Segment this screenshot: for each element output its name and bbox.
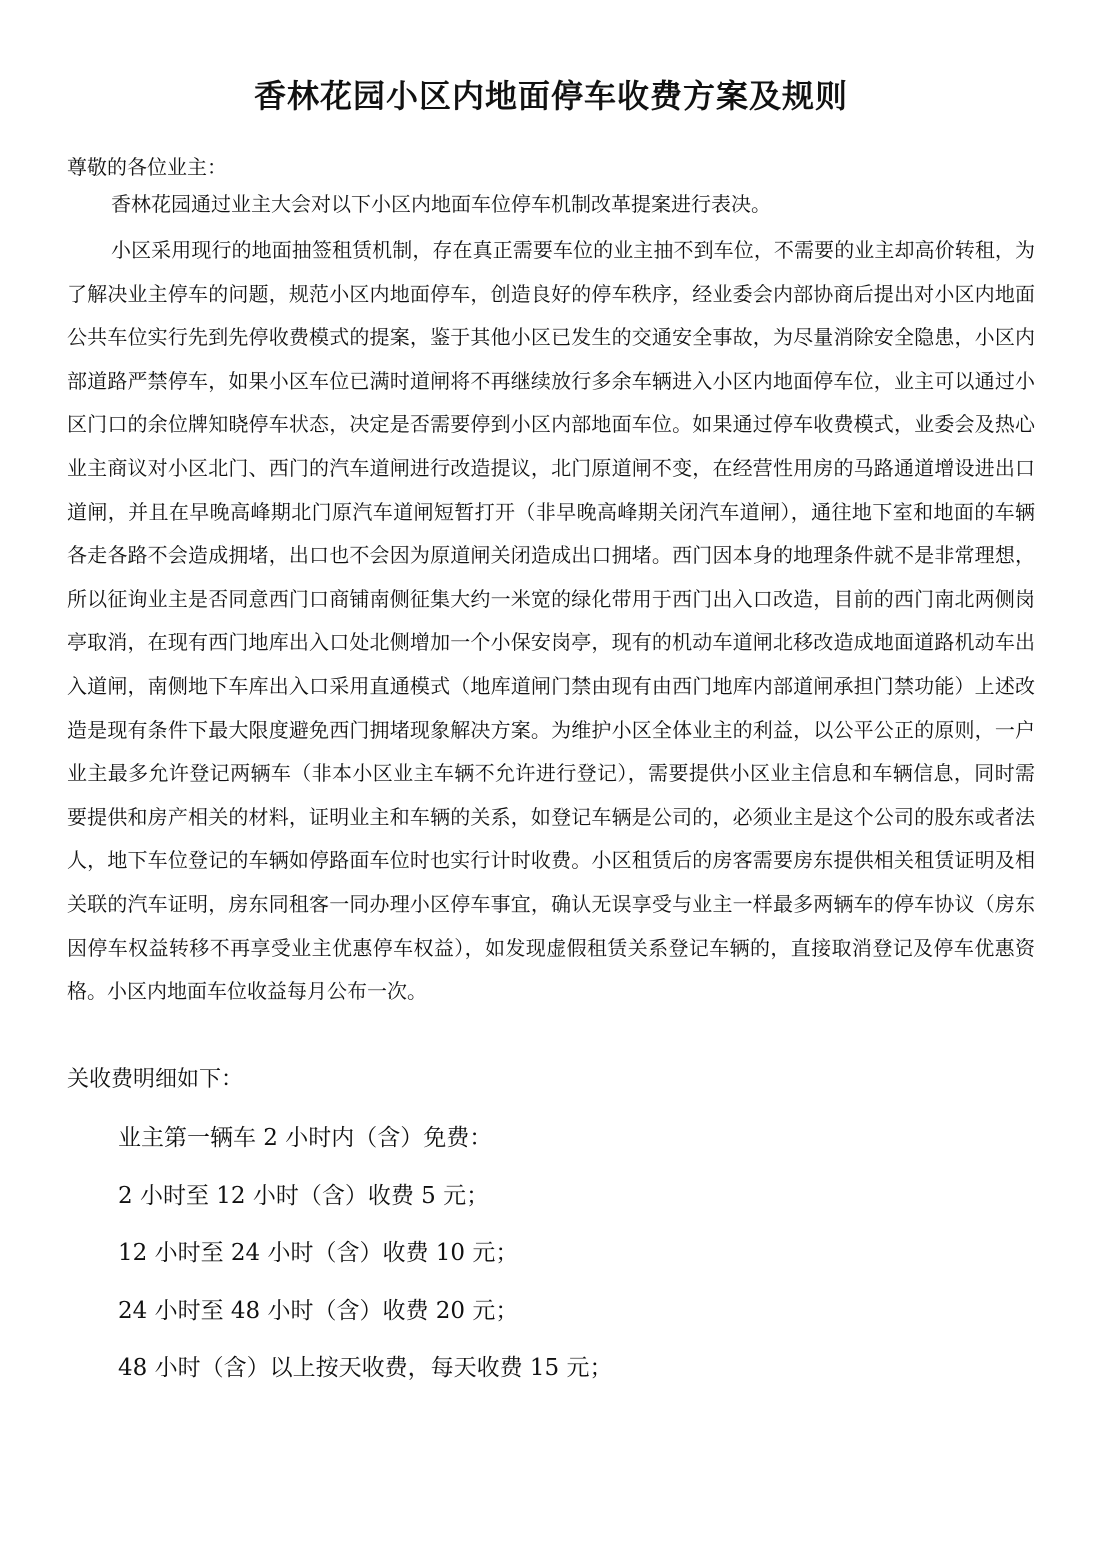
fee-item-24-48h: 24 小时至 48 小时（含）收费 20 元；	[118, 1297, 519, 1324]
fee-item-free: 业主第一辆车 2 小时内（含）免费：	[118, 1125, 493, 1151]
intro-paragraph: 香林花园通过业主大会对以下小区内地面车位停车机制改革提案进行表决。	[111, 192, 771, 216]
fee-item-daily: 48 小时（含）以上按天收费，每天收费 15 元；	[118, 1355, 613, 1381]
fees-heading: 关收费明细如下：	[67, 1067, 244, 1092]
document-title: 香林花园小区内地面停车收费方案及规则	[253, 77, 848, 115]
fee-item-2-12h: 2 小时至 12 小时（含）收费 5 元；	[118, 1182, 490, 1209]
fee-list	[118, 1118, 1018, 1406]
fee-item-12-24h: 12 小时至 24 小时（含）收费 10 元；	[118, 1240, 519, 1266]
body-paragraph: 小区采用现行的地面抽签租赁机制，存在真正需要车位的业主抽不到车位，不需要的业主却高价转租，为了解决业主停车的问题，规范小区内地面停车，创造良好的停车秩序，经业委会内部协商后提出对小区内地面公共车位实行先到先停收费模式的提案，鉴于其他小区已发生的交通安全事故，为尽量消除安全隐患，小区内部道路严禁停车，如果小区车位已满时道闸将不再继续放行多余车辆进入小区内地面停车位，业主可以通过小区门口的余位牌知晓停车状态，决定是否需要停到小区内部地面车位。如果通过停车收费模式，业委会及热心业主商议对小区北门、西门的汽车道闸进行改造提议，北门原道闸不变，在经营性用房的马路通道增设进出口道闸，并且在早晚高峰期北门原汽车道闸短暂打开（非早晚高峰期关闭汽车道闸），通往地下室和地面的车辆各走各路不会造成拥堵，出口也不会因为原道闸关闭造成出口拥堵。西门因本身的地理条件就不是非常理想，所以征询业主是否同意西门口商铺南侧征集大约一米宽的绿化带用于西门出入口改造，目前的西门南北两侧岗亭取消，在现有西门地库出入口处北侧增加一个小保安岗亭，现有的机动车道闸北移改造成地面道路机动车出入道闸，南侧地下车库出入口采用直通模式（地库道闸门禁由现有由西门地库内部道闸承担门禁功能）上述改造是现有条件下最大限度避免西门拥堵现象解决方案。为维护小区全体业主的利益，以公平公正的原则，一户业主最多允许登记两辆车（非本小区业主车辆不允许进行登记），需要提供小区业主信息和车辆信息，同时需要提供和房产相关的材料，证明业主和车辆的关系，如登记车辆是公司的，必须业主是这个公司的股东或者法人，地下车位登记的车辆如停路面车位时也实行计时收费。小区租赁后的房客需要房东提供相关租赁证明及相关联的汽车证明，房东同租客一同办理小区停车事宜，确认无误享受与业主一样最多两辆车的停车协议（房东因停车权益转移不再享受业主优惠停车权益），如发现虚假租赁关系登记车辆的，直接取消登记及停车优惠资格。小区内地面车位收益每月公布一次。	[67, 238, 1035, 1004]
salutation: 尊敬的各位业主：	[67, 155, 227, 179]
